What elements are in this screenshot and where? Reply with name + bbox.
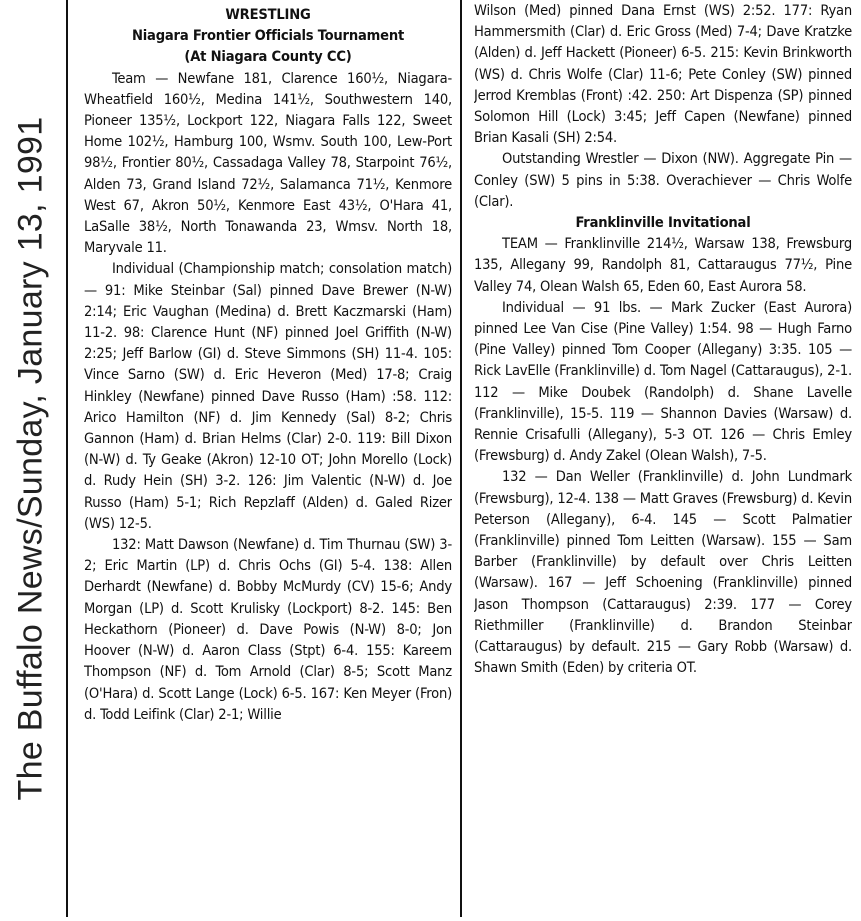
middle-column-rule <box>460 0 462 917</box>
newspaper-sidebar <box>0 0 62 917</box>
left-article-column <box>84 0 452 921</box>
left-column-rule <box>66 0 68 917</box>
publication-date-line: The Buffalo News/Sunday, January 13, 1991 <box>11 116 50 801</box>
section-heading: WRESTLING <box>225 6 311 23</box>
franklinville-individual-results: Individual — 91 lbs. — Mark Zucker (East Aurora) pinned Lee Van Cise (Pine Valley) 1:54. 98 — Hugh Farno (Pine Valley) pinned Tom Cooper (Allegany) 3:35. 105 — Rick LavElle (Franklinville) d. Tom Nagel (Cattaraugus), 2-1. 112 — Mike Doubek (Randolph) d. Shane Lavelle (Franklinville), 15-5. 119 — Shannon Davies (Warsaw) d. Rennie Crisafulli (Allegany), 5-3 OT. 126 — Chris Emley (Frewsburg) d. Andy Zakel (Olean Walsh), 7-5. <box>474 298 852 465</box>
individual-results-paragraph-2: 132: Matt Dawson (Newfane) d. Tim Thurnau (SW) 3-2; Eric Martin (LP) d. Chris Ochs (GI) 5-4. 138: Allen Derhardt (Newfane) d. Bobby McMurdy (CV) 15-6; Andy Morgan (LP) d. Scott Krulisky (Lockport) 8-2. 145: Ben Heckathorn (Pioneer) d. Dave Powis (N-W) 8-0; Jon Hoover (N-W) d. Aaron Class (Stpt) 6-4. 155: Kareem Thompson (NF) d. Tom Arnold (Clar) 8-5; Scott Manz (O'Hara) d. Scott Lange (Lock) 6-5. 167: Ken Meyer (Fron) d. Todd Leifink (Clar) 2-1; Willie <box>84 536 452 723</box>
franklinville-team-results: TEAM — Franklinville 214½, Warsaw 138, Frewsburg 135, Allegany 99, Randolph 81, Cattaraugus 77½, Pine Valley 74, Olean Walsh 65, Eden 60, East Aurora 58. <box>474 235 852 295</box>
continued-results-paragraph: Wilson (Med) pinned Dana Ernst (WS) 2:52. 177: Ryan Hammersmith (Clar) d. Eric Gross (Med) 7-4; Dave Kratzke (Alden) d. Jeff Hackett (Pioneer) 6-5. 215: Kevin Brinkworth (WS) d. Chris Wolfe (Clar) 11-6; Pete Conley (SW) pinned Jerrod Kremblas (Front) :42. 250: Art Dispenza (SP) pinned Solomon Hill (Lock) 3:45; Jeff Capen (Newfane) pinned Brian Kasali (SH) 2:54. <box>474 2 852 147</box>
team-results-paragraph: Team — Newfane 181, Clarence 160½, Niagara-Wheatfield 160½, Medina 141½, Southwestern 140, Pioneer 135½, Lockport 122, Niagara Falls 122, Sweet Home 102½, Hamburg 100, Wsmv. South 100, Lew-Port 98½, Frontier 80½, Cassadaga Valley 78, Starpoint 76½, Alden 73, Grand Island 72½, Salamanca 71½, Kenmore West 67, Akron 50½, Kenmore East 43½, O'Hara 41, LaSalle 38½, North Tonawanda 23, Wmsv. North 18, Maryvale 11. <box>84 69 452 257</box>
tournament-venue: (At Niagara County CC) <box>184 48 352 66</box>
individual-results-paragraph: Individual (Championship match; consolation match) — 91: Mike Steinbar (Sal) pinned Dave Brewer (N-W) 2:14; Eric Vaughan (Medina) d. Brett Kaczmarski (Ham) 11-2. 98: Clarence Hunt (NF) pinned Joel Griffith (N-W) 2:25; Jeff Barlow (GI) d. Steve Simmons (SH) 11-4. 105: Vince Sarno (SW) d. Eric Heveron (Med) 17-8; Craig Hinkley (Newfane) pinned Dave Russo (Ham) :58. 112: Arico Hamilton (NF) d. Jim Kennedy (Sal) 8-2; Chris Gannon (Ham) d. Brian Helms (Clar) 2-0. 119: Bill Dixon (N-W) d. Ty Geake (Akron) 12-10 OT; John Morello (Lock) d. Rudy Hein (SH) 3-2. 126: Jim Valentic (N-W) d. Joe Russo (Ham) 5-1; Rich Repzlaff (Alden) d. Galed Rizer (WS) 12-5. <box>84 260 452 532</box>
tournament-heading: Niagara Frontier Officials Tournament <box>131 27 405 45</box>
awards-paragraph: Outstanding Wrestler — Dixon (NW). Aggregate Pin — Conley (SW) 5 pins in 5:38. Overachiever — Chris Wolfe (Clar). <box>474 150 852 210</box>
franklinville-individual-results-2: 132 — Dan Weller (Franklinville) d. John Lundmark (Frewsburg), 12-4. 138 — Matt Graves (Frewsburg) d. Kevin Peterson (Allegany), 6-4. 145 — Scott Palmatier (Franklinville) pinned Tom Leitten (Warsaw). 155 — Sam Barber (Franklinville) by default over Chris Leitten (Warsaw). 167 — Jeff Schoening (Franklinville) pinned Jason Thompson (Cattaraugus) 2:39. 177 — Corey Riethmiller (Franklinville) d. Brandon Steinbar (Cattaraugus) by default. 215 — Gary Robb (Warsaw) d. Shawn Smith (Eden) by criteria OT. <box>474 468 852 677</box>
right-article-column <box>474 0 852 917</box>
franklinville-heading: Franklinville Invitational <box>575 214 751 232</box>
